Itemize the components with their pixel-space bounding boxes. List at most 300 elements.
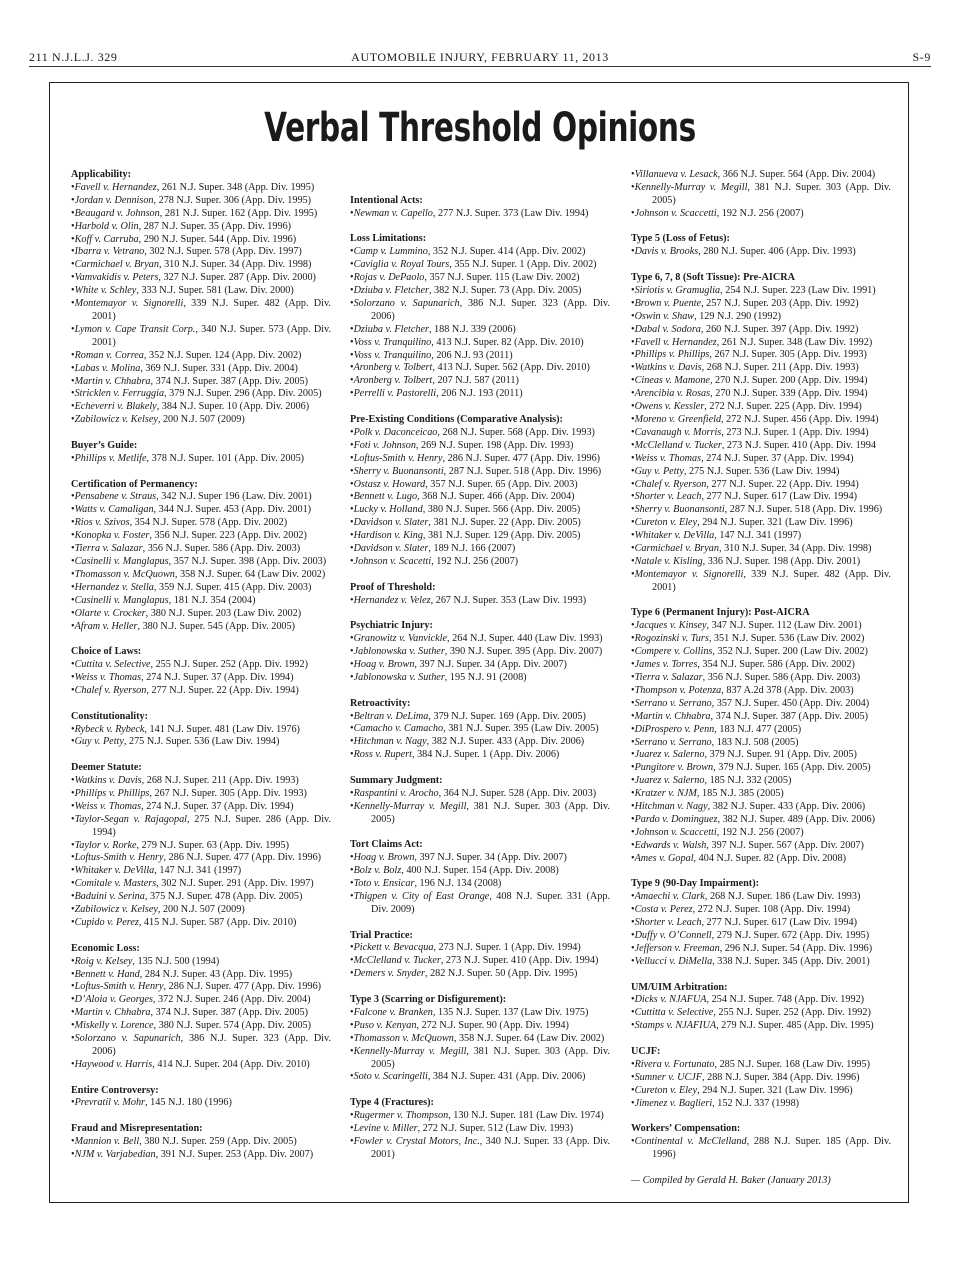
case-section [350, 930, 610, 982]
case-name: Prevratil v. Mohr [74, 1097, 146, 1109]
case-name: Echeverri v. Blakely [74, 401, 157, 413]
case-citation: , 200 N.J. 507 (2009) [157, 904, 245, 916]
case-entry [631, 827, 891, 840]
case-entry [631, 414, 891, 427]
case-citation: , 359 N.J. Super. 415 (App. Div. 2003) [153, 581, 312, 593]
case-name: Thigpen v. City of East Orange [353, 890, 490, 902]
case-entry [350, 1007, 610, 1020]
case-citation: , 381 N.J. Super. 303 (App. Div. 2005) [652, 181, 891, 206]
case-entry [350, 711, 610, 724]
case-entry [631, 569, 891, 595]
case-entry [350, 466, 610, 479]
case-name: Johnson v. Scaccetti [634, 207, 717, 219]
case-name: Thomasson v. McQuown [74, 568, 175, 580]
case-entry [71, 569, 331, 582]
case-citation: , 206 N.J. 193 (2011) [436, 388, 523, 400]
case-citation: , 347 N.J. Super. 112 (Law Div. 2001) [706, 620, 862, 632]
case-entry [631, 943, 891, 956]
case-citation: , 273 N.J. Super. 410 (App. Div. 1994) [440, 955, 599, 967]
case-name: Camacho v. Camacho [353, 723, 444, 735]
section-heading: UM/UIM Arbitration: [631, 981, 728, 993]
case-name: Edwards v. Walsh [634, 839, 707, 851]
case-citation: , 400 N.J. Super. 154 (App. Div. 2008) [401, 865, 559, 877]
case-citation: , 286 N.J. Super. 477 (App. Div. 1996) [442, 452, 601, 464]
case-citation: , 351 N.J. Super. 536 (Law Div. 2002) [708, 633, 865, 645]
case-entry [631, 659, 891, 672]
case-citation: , 382 N.J. Super. 433 (App. Div. 2006) [707, 801, 866, 813]
case-entry [71, 840, 331, 853]
case-entry [71, 246, 331, 259]
case-name: McClelland v. Tucker [353, 955, 441, 967]
case-name: Polk v. Daconceicao [353, 426, 438, 438]
case-citation: , 310 N.J. Super. 34 (App. Div. 1998) [718, 543, 872, 555]
case-entry [350, 362, 610, 375]
case-entry [631, 801, 891, 814]
case-entry [631, 891, 891, 904]
case-name: Kennelly-Murray v. Megill [353, 800, 467, 812]
case-citation: , 287 N.J. Super. 518 (App. Div. 1996) [724, 504, 883, 516]
case-citation: , 339 N.J. Super. 482 (App. Div. 2001) [92, 298, 331, 322]
case-citation: , 195 N.J. 91 (2008) [444, 671, 527, 683]
case-citation: , 274 N.J. Super. 37 (App. Div. 1994) [701, 452, 854, 464]
case-citation: , 272 N.J. Super. 108 (App. Div. 1994) [692, 904, 851, 916]
case-entry [71, 1136, 331, 1149]
case-citation: , 200 N.J. 507 (2009) [157, 414, 245, 426]
case-citation: , 206 N.J. 93 (2011) [431, 349, 513, 361]
case-name: Loftus-Smith v. Henry [353, 452, 443, 464]
section-heading: Proof of Threshold: [350, 581, 436, 593]
case-entry [631, 788, 891, 801]
case-citation: , 381 N.J. Super. 22 (App. Div. 2005) [428, 517, 581, 529]
case-entry [71, 775, 331, 788]
case-citation: , 290 N.J. Super. 544 (App. Div. 1996) [138, 233, 297, 245]
case-entry [631, 285, 891, 298]
case-citation: , 356 N.J. Super. 223 (App. Div. 2002) [149, 530, 307, 542]
case-citation: , 267 N.J. Super. 305 (App. Div. 1993) [709, 349, 867, 361]
case-name: Roig v. Kelsey [74, 955, 133, 967]
case-name: Costa v. Perez [634, 904, 693, 916]
case-name: Voss v. Tranquilino [353, 349, 432, 361]
case-citation: , 254 N.J. Super. 748 (App. Div. 1992) [706, 994, 865, 1006]
case-entry [631, 956, 891, 969]
case-entry [71, 878, 331, 891]
case-name: Johnson v. Scaccetti [634, 826, 717, 838]
case-entry [71, 1007, 331, 1020]
case-entry [350, 633, 610, 646]
case-citation: , 356 N.J. Super. 586 (App. Div. 2003) [702, 672, 861, 684]
case-entry [631, 698, 891, 711]
case-entry [631, 840, 891, 853]
case-entry [350, 788, 610, 801]
case-citation: , 364 N.J. Super. 528 (App. Div. 2003) [438, 787, 597, 799]
case-name: Ames v. Gopal [634, 852, 694, 864]
case-name: Hernandez v. Velez [353, 594, 431, 606]
section-heading: Type 9 (90-Day Impairment): [631, 878, 759, 890]
case-section [71, 169, 331, 427]
case-name: Falcone v. Branken [353, 1006, 433, 1018]
section-heading: Loss Limitations: [350, 233, 427, 245]
case-section [631, 607, 891, 865]
case-name: Beltran v. DeLima [353, 710, 429, 722]
case-citation: , 274 N.J. Super. 37 (App. Div. 1994) [141, 800, 294, 812]
case-name: Dicks v. NJAFUA [634, 994, 707, 1006]
case-entry [71, 595, 331, 608]
case-name: McClelland v. Tucker [634, 439, 722, 451]
case-name: Kennelly-Murray v. Megill [634, 181, 748, 193]
case-citation: , 261 N.J. Super. 348 (Law Div. 1992) [716, 336, 873, 348]
case-citation: , 837 A.2d 378 (App. Div. 2003) [721, 684, 854, 696]
case-citation: , 129 N.J. 290 (1992) [694, 310, 781, 322]
case-entry [631, 853, 891, 866]
case-name: Ross v. Rupert [353, 749, 412, 761]
case-name: Chalef v. Ryerson [634, 478, 707, 490]
section-heading: Type 3 (Scarring or Disfigurement): [350, 994, 507, 1005]
case-entry [71, 401, 331, 414]
case-name: Cavanaugh v. Morris [634, 426, 722, 438]
case-citation: , 272 N.J. Super. 512 (Law Div. 1993) [417, 1122, 574, 1134]
case-entry [71, 504, 331, 517]
case-entry [71, 904, 331, 917]
case-entry [71, 556, 331, 569]
case-section [350, 775, 610, 827]
case-entry [71, 956, 331, 969]
case-entry [631, 917, 891, 930]
case-entry [350, 723, 610, 736]
case-citation: , 358 N.J. Super. 64 (Law Div. 2002) [453, 1032, 605, 1044]
case-name: Taylor-Segan v. Rajagopal [74, 813, 188, 825]
case-citation: , 404 N.J. Super. 82 (App. Div. 2008) [693, 852, 846, 864]
case-section [350, 233, 610, 401]
case-citation: , 366 N.J. Super. 564 (App. Div. 2004) [717, 169, 876, 180]
case-name: Koff v. Carruba [74, 233, 139, 245]
case-name: Phillips v. Phillips [74, 787, 150, 799]
case-name: Toto v. Ensicar [353, 878, 415, 890]
case-citation: , 342 N.J. Super 196 (Law. Div. 2001) [156, 491, 312, 503]
case-entry [71, 608, 331, 621]
case-name: Loftus-Smith v. Henry [74, 981, 164, 993]
column-1 [71, 169, 331, 1175]
case-citation: , 381 N.J. Super. 129 (App. Div. 2005) [422, 530, 581, 542]
case-entry [71, 453, 331, 466]
case-name: Dabal v. Sodora [634, 323, 701, 335]
case-citation: , 375 N.J. Super. 478 (App. Div. 2005) [144, 891, 303, 903]
case-entry [631, 711, 891, 724]
case-name: Whitaker v. DeVilla [74, 865, 155, 877]
case-entry [350, 388, 610, 401]
case-citation: , 273 N.J. Super. 1 (App. Div. 1994) [721, 426, 869, 438]
case-citation: , 294 N.J. Super. 321 (Law Div. 1996) [697, 517, 853, 529]
case-name: Serrano v. Serrano [634, 697, 712, 709]
case-name: Compere v. Collins [634, 646, 713, 658]
case-citation: , 272 N.J. Super. 90 (App. Div. 1994) [416, 1019, 569, 1031]
case-entry [350, 659, 610, 672]
case-entry [631, 298, 891, 311]
case-citation: , 272 N.J. Super. 225 (App. Div. 1994) [704, 401, 862, 413]
case-section [631, 1046, 891, 1111]
case-name: Juarez v. Salerno [634, 749, 705, 761]
case-citation: , 352 N.J. Super. 414 (App. Div. 2002) [427, 246, 586, 258]
case-name: Solorzano v. Sapunarich [74, 1033, 181, 1045]
case-entry [71, 659, 331, 672]
case-entry [71, 517, 331, 530]
case-section [71, 943, 331, 1072]
column-2 [350, 169, 610, 1174]
case-name: Olarte v. Crocker [74, 607, 146, 619]
case-entry [350, 736, 610, 749]
case-citation: , 302 N.J. Super. 291 (App. Div. 1997) [156, 878, 314, 890]
case-name: Chalef v. Ryerson [74, 684, 147, 696]
case-entry [71, 324, 331, 350]
case-name: Rios v. Szivos [74, 517, 130, 529]
case-entry [71, 801, 331, 814]
case-name: Pickett v. Bevacqua [353, 942, 434, 954]
case-section [71, 440, 331, 466]
case-name: Jordan v. Dennison [74, 194, 154, 206]
case-name: Dziuba v. Fletcher [353, 323, 429, 335]
case-citation: , 284 N.J. Super. 43 (App. Div. 1995) [139, 968, 293, 980]
case-citation: , 357 N.J. Super. 398 (App. Div. 2003) [168, 555, 327, 567]
case-entry [350, 453, 610, 466]
case-name: Zabilowicz v. Kelsey [74, 904, 158, 916]
case-name: Labas v. Molina [74, 362, 141, 374]
case-citation: , 397 N.J. Super. 567 (App. Div. 2007) [706, 839, 864, 851]
case-entry [71, 672, 331, 685]
case-entry [350, 375, 610, 388]
case-section [631, 233, 891, 259]
case-name: Kratzer v. NJM [634, 788, 697, 800]
case-entry [631, 775, 891, 788]
case-name: Casinelli v. Manglapus [74, 555, 169, 567]
case-citation: , 352 N.J. Super. 124 (App. Div. 2002) [143, 349, 302, 361]
case-name: Kennelly-Murray v. Megill [353, 1045, 467, 1057]
case-entry [350, 968, 610, 981]
case-entry [71, 363, 331, 376]
case-entry [71, 234, 331, 247]
case-name: Watkins v. Davis [634, 362, 702, 374]
case-entry [631, 440, 891, 453]
case-citation: , 390 N.J. Super. 395 (App. Div. 2007) [444, 646, 603, 658]
case-citation: , 277 N.J. Super. 373 (Law Div. 1994) [432, 207, 589, 219]
case-citation: , 260 N.J. Super. 397 (App. Div. 1992) [700, 323, 859, 335]
case-name: Tierra v. Salazar [634, 672, 703, 684]
section-heading: Type 6 (Permanent Injury): Post-AICRA [631, 607, 810, 619]
case-citation: , 268 N.J. Super. 211 (App. Div. 1993) [141, 775, 299, 787]
case-entry [71, 1033, 331, 1059]
section-heading: Deemer Statute: [71, 762, 142, 774]
case-entry [71, 221, 331, 234]
case-name: Camp v. Lummino [353, 246, 428, 258]
case-citation: , 268 N.J. Super. 568 (App. Div. 1993) [437, 426, 595, 438]
case-citation: , 264 N.J. Super. 440 (Law Div. 1993) [447, 633, 603, 645]
case-section [350, 582, 610, 608]
section-heading: Type 6, 7, 8 (Soft Tissue): Pre-AICRA [631, 272, 795, 284]
case-entry [350, 646, 610, 659]
case-name: Rogozinski v. Turs [634, 633, 709, 645]
case-citation: , 141 N.J. Super. 481 (Law Div. 1976) [144, 723, 300, 735]
case-citation: , 379 N.J. Super. 296 (App. Div. 2005) [164, 388, 322, 400]
case-entry [631, 737, 891, 750]
case-entry [350, 324, 610, 337]
case-entry [71, 865, 331, 878]
case-name: Cupido v. Perez [74, 917, 139, 929]
case-entry [350, 350, 610, 363]
case-entry [631, 401, 891, 414]
case-entry [631, 1007, 891, 1020]
case-name: James v. Torres [634, 659, 698, 671]
case-section [71, 1085, 331, 1111]
case-citation: , 380 N.J. Super. 545 (App. Div. 2005) [137, 620, 296, 632]
case-entry [350, 504, 610, 517]
case-citation: , 192 N.J. 256 (2007) [716, 207, 804, 219]
case-entry [631, 466, 891, 479]
case-entry [71, 259, 331, 272]
case-citation: , 189 N.J. 166 (2007) [428, 543, 516, 555]
case-entry [71, 182, 331, 195]
case-name: Martin v. Chhabra [74, 1007, 151, 1019]
case-citation: , 277 N.J. Super. 22 (App. Div. 1994) [706, 478, 859, 490]
section-heading: Pre-Existing Conditions (Comparative Analysis): [350, 413, 563, 425]
case-citation: , 272 N.J. Super. 456 (App. Div. 1994) [721, 414, 879, 425]
case-entry [631, 479, 891, 492]
case-citation: , 273 N.J. Super. 1 (App. Div. 1994) [433, 942, 581, 954]
case-name: Casinelli v. Manglapus [74, 594, 169, 606]
case-entry [350, 672, 610, 685]
case-citation: , 352 N.J. Super. 200 (Law Div. 2002) [712, 646, 868, 658]
running-header [29, 50, 931, 64]
case-citation: , 378 N.J. Super. 101 (App. Div. 2005) [146, 452, 305, 464]
case-entry [631, 543, 891, 556]
case-name: White v. Schley [74, 285, 137, 297]
case-entry [631, 246, 891, 259]
case-entry [631, 904, 891, 917]
case-citation: , 296 N.J. Super. 54 (App. Div. 1996) [719, 942, 873, 954]
case-section [350, 414, 610, 569]
case-name: Fowler v. Crystal Motors, Inc. [353, 1135, 480, 1147]
case-name: Montemayor v. Signorelli [74, 298, 184, 310]
case-entry [631, 1072, 891, 1085]
case-citation: , 278 N.J. Super. 306 (App. Div. 1995) [153, 194, 312, 206]
case-entry [350, 530, 610, 543]
case-citation: , 355 N.J. Super. 1 (App. Div. 2002) [449, 259, 597, 271]
case-name: Sherry v. Buonansonti [634, 504, 725, 516]
case-entry [631, 517, 891, 530]
case-section [350, 698, 610, 763]
case-name: Miskelly v. Lorence [74, 1020, 154, 1032]
case-name: Aronberg v. Tolbert [353, 375, 433, 387]
case-citation: , 386 N.J. Super. 323 (App. Div. 2006) [371, 297, 610, 322]
case-citation: , 413 N.J. Super. 562 (App. Div. 2010) [432, 362, 590, 374]
case-citation: , 185 N.J. 385 (2005) [696, 788, 784, 800]
case-citation: , 415 N.J. Super. 587 (App. Div. 2010) [138, 917, 297, 929]
case-citation: , 384 N.J. Super. 431 (App. Div. 2006) [427, 1071, 586, 1083]
case-citation: , 152 N.J. 337 (1998) [712, 1097, 800, 1109]
case-name: D’Aloia v. Georges [74, 994, 153, 1006]
case-name: Pardo v. Dominguez [634, 813, 718, 825]
case-entry [631, 324, 891, 337]
case-citation: , 207 N.J. 587 (2011) [432, 375, 519, 387]
case-citation: , 192 N.J. 256 (2007) [716, 826, 804, 838]
section-heading: Workers’ Compensation: [631, 1123, 741, 1135]
case-name: Oswin v. Shaw [634, 310, 695, 322]
case-name: Whitaker v. DeVilla [634, 530, 715, 542]
case-entry [631, 620, 891, 633]
case-name: Shorter v. Leach [634, 917, 702, 929]
case-name: Raspantini v. Arocho [353, 787, 439, 799]
case-citation: , 270 N.J. Super. 339 (App. Div. 1994) [710, 388, 868, 400]
case-citation: , 357 N.J. Super. 65 (App. Div. 2003) [425, 478, 578, 490]
case-name: Thomasson v. McQuown [353, 1032, 454, 1044]
case-name: Watkins v. Davis [74, 775, 142, 787]
case-entry [350, 1136, 610, 1162]
case-name: Shorter v. Leach [634, 491, 702, 503]
case-section [350, 994, 610, 1084]
case-entry [631, 556, 891, 569]
case-citation: , 302 N.J. Super. 578 (App. Div. 1997) [144, 246, 302, 258]
case-section [71, 762, 331, 930]
case-entry [71, 285, 331, 298]
case-citation: , 275 N.J. Super. 536 (Law Div. 1994) [123, 736, 280, 748]
case-citation: , 356 N.J. Super. 586 (App. Div. 2003) [142, 543, 301, 555]
case-name: Weiss v. Thomas [74, 672, 142, 684]
case-name: Newman v. Capello [353, 207, 433, 219]
case-citation: , 287 N.J. Super. 35 (App. Div. 1996) [138, 220, 292, 232]
case-section [631, 1123, 891, 1162]
case-name: Serrano v. Serrano [634, 736, 712, 748]
case-citation: , 380 N.J. Super. 566 (App. Div. 2005) [422, 504, 581, 516]
case-name: Sumner v. UCJF [634, 1071, 703, 1083]
section-heading: Fraud and Misrepresentation: [71, 1123, 203, 1135]
continued-entries [631, 169, 891, 221]
case-citation: , 327 N.J. Super. 287 (App. Div. 2000) [158, 272, 316, 284]
case-citation: , 181 N.J. 354 (2004) [168, 594, 256, 606]
case-name: NJM v. Varjabedian [74, 1149, 156, 1160]
case-name: Ostasz v. Howard [353, 478, 426, 490]
case-entry [71, 994, 331, 1007]
case-entry [350, 272, 610, 285]
case-name: Favell v. Hernandez [74, 181, 157, 193]
case-entry [350, 749, 610, 762]
case-citation: , 275 N.J. Super. 536 (Law Div. 1994) [683, 465, 840, 477]
case-citation: , 336 N.J. Super. 198 (App. Div. 2001) [702, 555, 861, 567]
section-heading: Certification of Permanency: [71, 478, 198, 490]
case-citation: , 255 N.J. Super. 252 (App. Div. 1992) [713, 1007, 871, 1019]
case-name: Jefferson v. Freeman [634, 942, 720, 954]
case-name: Comitale v. Masters [74, 878, 157, 890]
case-citation: , 381 N.J. Super. 303 (App. Div. 2005) [371, 800, 610, 825]
case-name: Cineas v. Mamone [634, 375, 710, 387]
case-name: Rugermer v. Thompson [353, 1110, 449, 1122]
case-entry [631, 427, 891, 440]
case-name: Montemayor v. Signorelli [634, 568, 744, 580]
case-entry [71, 891, 331, 904]
case-citation: , 357 N.J. Super. 450 (App. Div. 2004) [711, 697, 870, 709]
section-heading: Applicability: [71, 169, 132, 180]
case-entry [350, 427, 610, 440]
case-citation: , 192 N.J. 256 (2007) [431, 555, 519, 567]
case-name: Pensabene v. Straus [74, 491, 157, 503]
case-entry [631, 311, 891, 324]
case-name: Puso v. Kenyan [353, 1019, 417, 1031]
case-name: Cureton v. Eley [634, 1084, 698, 1096]
case-entry [350, 878, 610, 891]
case-entry [631, 749, 891, 762]
case-entry [71, 788, 331, 801]
case-entry [631, 633, 891, 646]
case-entry [71, 530, 331, 543]
case-citation: , 185 N.J. 332 (2005) [704, 775, 792, 787]
case-citation: , 267 N.J. Super. 353 (Law Div. 1993) [430, 594, 587, 606]
case-name: Arencibia v. Rosas [634, 388, 711, 400]
